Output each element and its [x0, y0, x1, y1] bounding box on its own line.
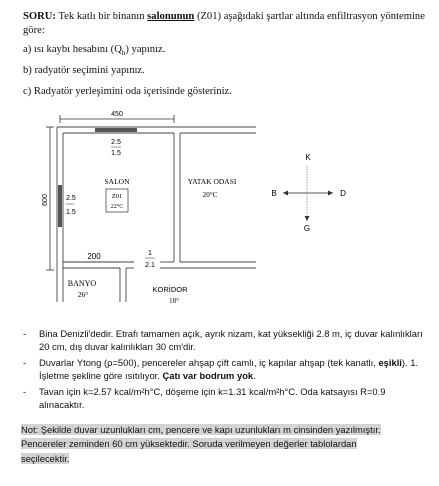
condition-item: - Bina Denizli'dedir. Etrafı tamamen açık, ayrık nizam, kat yüksekliği 2.8 m, iç duvar kalınlıkları 20 cm, dış duvar kalınlıkları 30 cm'dir.	[23, 328, 423, 353]
yatak-temp: 20°C	[202, 191, 218, 199]
condition-text: Bina Denizli'dedir. Etrafı tamamen açık, ayrık nizam, kat yüksekliği 2.8 m, iç duvar kalınlıkları 20 cm, dış duvar kalınlıkları 30 cm'dir.	[39, 328, 423, 353]
compass-south-label: G	[303, 224, 311, 233]
question-item-c: c) Radyatör yerleşimini oda içerisinde gösteriniz.	[23, 86, 232, 97]
condition-item: - Tavan için k=2.57 kcal/m²h°C, döşeme için k=1.31 kcal/m²h°C. Oda katsayısı R=0.9 alınacaktır.	[23, 385, 386, 411]
door-height: 2.1	[145, 262, 155, 269]
koridor-temp: 18°	[169, 297, 179, 305]
window-top-width: 2.5	[111, 139, 121, 146]
condition-text: Duvarlar Ytong (ρ=500), pencereler ahşap çift camlı, iç kapılar ahşap (tek kanatlı,	[39, 356, 376, 368]
compass-west-label: B	[271, 189, 277, 198]
dimension-top	[60, 111, 174, 123]
intro-post: (Z01) aşağıdaki şartlar altında enfiltrasyon yöntemine göre:	[23, 11, 425, 36]
window-top	[95, 128, 137, 132]
koridor-label: KORİDOR	[152, 285, 188, 294]
yatak-label: YATAK ODASI	[187, 177, 237, 186]
salon-temp: 22°C	[110, 204, 124, 210]
item-a-text: a) ısı kaybı hesabını (Q	[23, 44, 122, 55]
dim-top-label: 450	[111, 111, 123, 118]
conditions-list	[23, 327, 423, 413]
dimension-bottom	[64, 252, 119, 262]
note	[21, 423, 393, 466]
arrow-east-icon	[328, 191, 333, 196]
window-top-height: 1.5	[111, 150, 121, 157]
arrow-west-icon	[283, 191, 288, 196]
item-a-tail: ) yapınız.	[125, 44, 166, 55]
dim-left-label: 600	[42, 194, 49, 206]
banyo-temp: 26°	[77, 290, 89, 299]
window-left-width: 2.5	[66, 195, 76, 202]
compass	[271, 153, 346, 233]
compass-north-label: K	[305, 153, 311, 162]
question-label: SORU:	[23, 11, 56, 22]
window-left	[58, 185, 62, 227]
salon-label: SALON	[104, 177, 130, 186]
salon-code: Z01	[111, 193, 123, 200]
window-left-height: 1.5	[66, 209, 76, 216]
condition-text: Tavan için k=2.57 kcal/m²h°C, döşeme için k=1.31 kcal/m²h°C. Oda katsayısı R=0.9 alınacaktır.	[39, 385, 386, 411]
door-width: 1	[148, 250, 152, 257]
note-text: Not: Şekilde duvar uzunlukları cm, pencere ve kapı uzunlukları m cinsinden yazılmıştır. Pencereler zeminden 60 cm yüksektedir. Soruda verilmeyen değerler tablolardan seçilecektir.	[21, 424, 381, 464]
intro-pre: Tek katlı bir binanın	[58, 11, 145, 22]
item-a-sub: h	[121, 49, 126, 58]
arrow-south-icon	[305, 216, 310, 221]
question-item-b: b) radyatör seçimini yapınız.	[23, 65, 145, 76]
walls	[57, 127, 256, 302]
condition-tail: .	[253, 370, 256, 382]
condition-bold-a: eşikli	[378, 356, 402, 368]
room-emphasis: salonunun	[147, 11, 195, 22]
dim-bottom-label: 200	[87, 252, 101, 261]
dimension-left	[42, 127, 54, 270]
condition-bold: Çatı var bodrum yok	[162, 370, 254, 382]
compass-east-label: D	[340, 189, 346, 198]
condition-mid: ). 1. İşletme şekline göre ısıtılıyor.	[39, 356, 419, 382]
banyo-label: BANYO	[67, 279, 97, 288]
condition-item: - Duvarlar Ytong (ρ=500), pencereler ahşap çift camlı, iç kapılar ahşap (tek kanatlı, eşikli). 1. İşletme şekline göre ısıtılıyor. Çatı var bodrum yok.	[23, 356, 419, 382]
